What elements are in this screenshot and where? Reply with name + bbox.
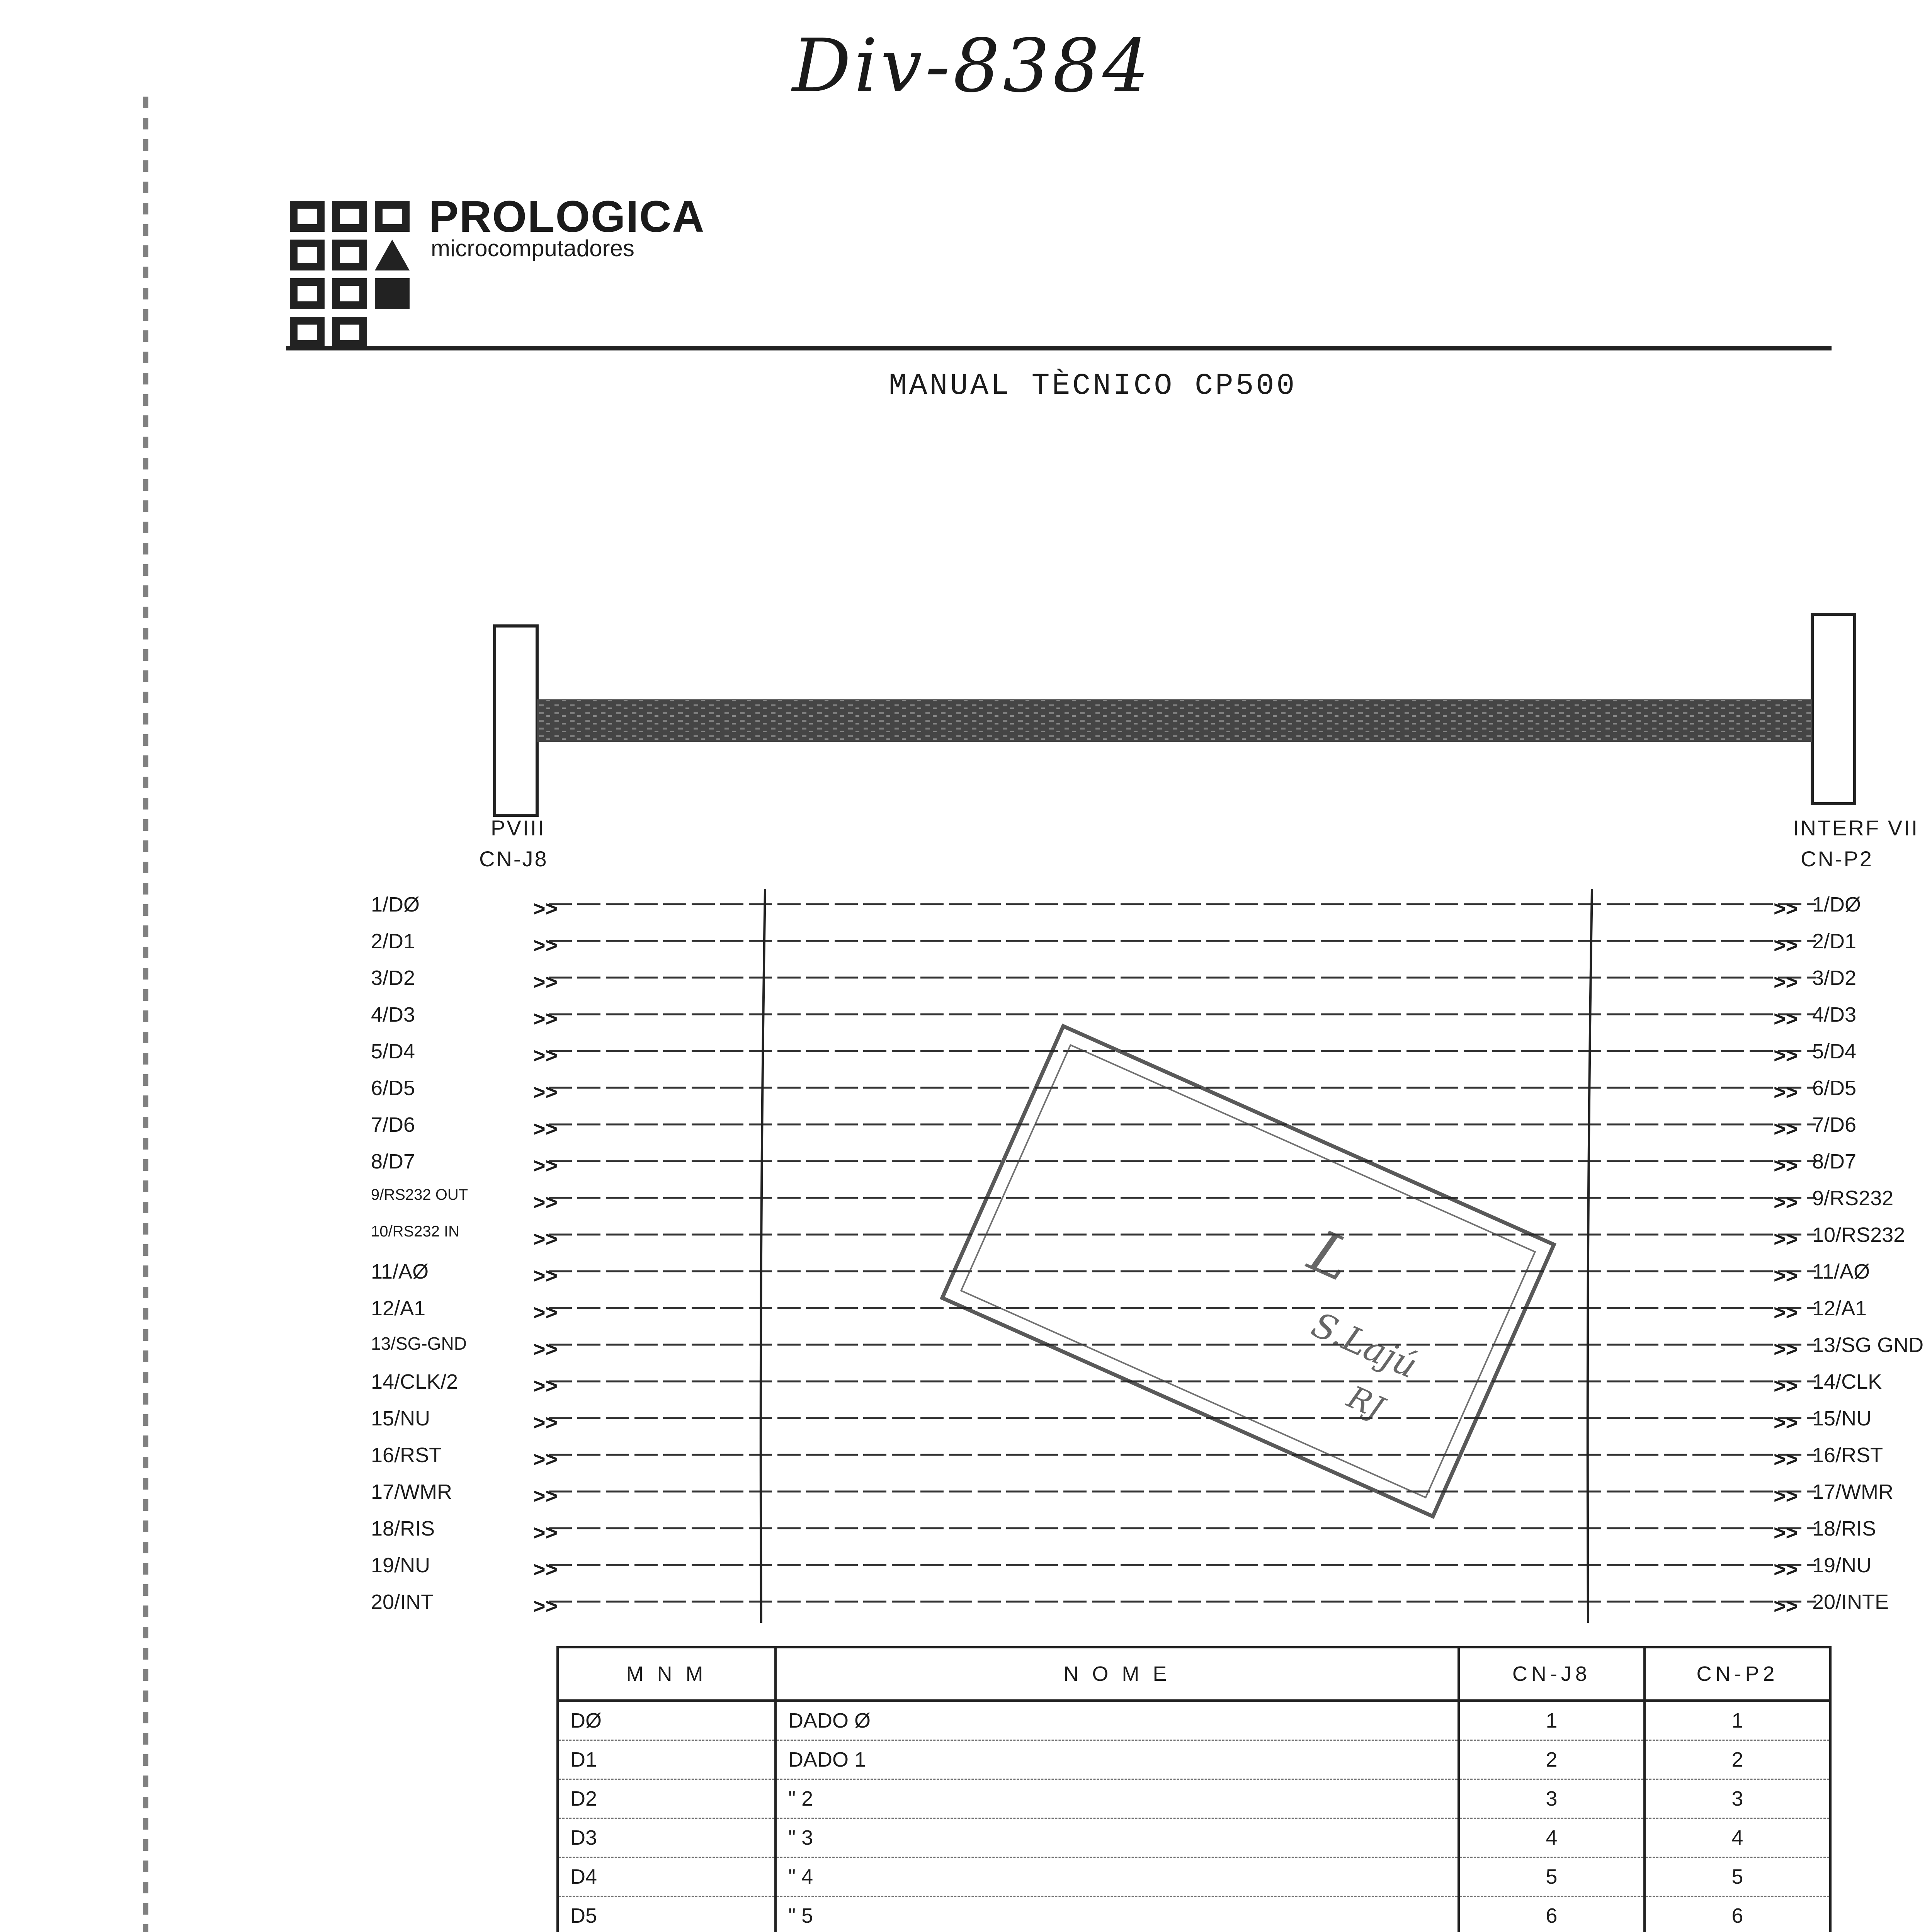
left-connector-body: [495, 626, 537, 815]
right-pin-17: 17/WMR: [1812, 1480, 1894, 1503]
cell-mnemonic: D1: [558, 1740, 776, 1779]
right-pin-4: 4/D3: [1812, 1003, 1857, 1026]
cell-name: " 5: [776, 1896, 1459, 1932]
arrow-icon: >>: [533, 1081, 558, 1104]
stamp-location: S.Lajú: [1306, 1304, 1423, 1386]
pin-assignment-table: [556, 1646, 1832, 1932]
arrow-icon: >>: [1774, 1044, 1798, 1067]
cell-name: DADO Ø: [776, 1701, 1459, 1740]
left-pin-6: 6/D5: [371, 1077, 415, 1100]
left-pin-3: 3/D2: [371, 966, 415, 990]
cell-cn-j8: 4: [1459, 1818, 1645, 1857]
cell-cn-p2: 3: [1645, 1779, 1830, 1818]
left-pin-11: 11/AØ: [371, 1260, 429, 1283]
table-row: [558, 1818, 1830, 1857]
stamp-state: RJ: [1342, 1379, 1389, 1426]
left-pin-20: 20/INT: [371, 1590, 434, 1614]
right-pin-15: 15/NU: [1812, 1407, 1872, 1430]
cell-cn-p2: 1: [1645, 1701, 1830, 1740]
brand-name: PROLOGICA: [429, 192, 705, 242]
left-pin-10: 10/RS232 IN: [371, 1223, 460, 1240]
arrow-icon: >>: [533, 1191, 558, 1214]
right-pin-6: 6/D5: [1812, 1077, 1857, 1100]
header-rule: [286, 346, 1832, 350]
right-pin-18: 18/RIS: [1812, 1517, 1876, 1540]
arrow-icon: >>: [533, 934, 558, 957]
arrow-icon: >>: [1774, 1081, 1798, 1104]
col-header-name: N O M E: [776, 1647, 1459, 1701]
right-pin-20: 20/INTE: [1812, 1590, 1889, 1614]
arrow-icon: >>: [533, 1558, 558, 1581]
cell-name: " 4: [776, 1857, 1459, 1896]
left-pin-14: 14/CLK/2: [371, 1370, 458, 1393]
right-connector-pin-header: CN-P2: [1801, 847, 1874, 871]
table-row: [558, 1740, 1830, 1779]
cell-mnemonic: DØ: [558, 1701, 776, 1740]
arrow-icon: >>: [1774, 1228, 1798, 1251]
right-pin-2: 2/D1: [1812, 930, 1857, 953]
arrow-icon: >>: [533, 971, 558, 994]
right-pin-7: 7/D6: [1812, 1113, 1857, 1136]
cell-cn-p2: 4: [1645, 1818, 1830, 1857]
manual-title: MANUAL TÈCNICO CP500: [889, 369, 1297, 403]
arrow-icon: >>: [533, 1154, 558, 1177]
cell-mnemonic: D4: [558, 1857, 776, 1896]
cell-cn-j8: 6: [1459, 1896, 1645, 1932]
arrow-icon: >>: [1774, 971, 1798, 994]
arrow-icon: >>: [1774, 1411, 1798, 1434]
arrow-icon: >>: [1774, 1264, 1798, 1287]
cell-cn-p2: 5: [1645, 1857, 1830, 1896]
right-pin-13: 13/SG GND: [1812, 1333, 1924, 1357]
table-header-row: [558, 1647, 1830, 1701]
arrow-icon: >>: [1774, 1301, 1798, 1324]
left-pin-17: 17/WMR: [371, 1480, 452, 1503]
right-pin-9: 9/RS232: [1812, 1187, 1894, 1210]
right-pin-19: 19/NU: [1812, 1554, 1872, 1577]
right-pin-8: 8/D7: [1812, 1150, 1857, 1173]
left-connector-pin-header: CN-J8: [479, 847, 548, 871]
left-pin-18: 18/RIS: [371, 1517, 435, 1540]
left-pin-9: 9/RS232 OUT: [371, 1186, 468, 1203]
left-pin-19: 19/NU: [371, 1554, 430, 1577]
cell-cn-j8: 3: [1459, 1779, 1645, 1818]
left-connector-name: PVIII: [491, 816, 546, 840]
cell-cn-j8: 2: [1459, 1740, 1645, 1779]
left-pin-7: 7/D6: [371, 1113, 415, 1136]
left-arrow-column: [533, 891, 558, 1625]
cell-cn-j8: 5: [1459, 1857, 1645, 1896]
left-pin-16: 16/RST: [371, 1444, 442, 1467]
cell-mnemonic: D2: [558, 1779, 776, 1818]
brand-subtitle: microcomputadores: [431, 235, 634, 261]
right-pin-3: 3/D2: [1812, 966, 1857, 990]
prologica-logo-icon: [290, 201, 413, 355]
right-connector-name: INTERF VII: [1793, 816, 1919, 840]
cell-cn-p2: 2: [1645, 1740, 1830, 1779]
right-pin-11: 11/AØ: [1812, 1260, 1870, 1283]
arrow-icon: >>: [533, 1595, 558, 1618]
arrow-icon: >>: [533, 1228, 558, 1251]
cell-name: DADO 1: [776, 1740, 1459, 1779]
table-row: [558, 1857, 1830, 1896]
arrow-icon: >>: [533, 1521, 558, 1544]
handwritten-top-ref: Div-8384: [792, 23, 1153, 109]
arrow-icon: >>: [1774, 1448, 1798, 1471]
arrow-icon: >>: [1774, 1558, 1798, 1581]
arrow-icon: >>: [533, 1044, 558, 1067]
table-row: [558, 1779, 1830, 1818]
cell-cn-j8: 1: [1459, 1701, 1645, 1740]
right-pin-14: 14/CLK: [1812, 1370, 1882, 1393]
arrow-icon: >>: [1774, 897, 1798, 920]
ribbon-cable-diagram: [491, 611, 1882, 827]
arrow-icon: >>: [533, 1338, 558, 1361]
col-header-cn-j8: CN-J8: [1459, 1647, 1645, 1701]
right-pin-12: 12/A1: [1812, 1297, 1867, 1320]
cell-cn-p2: 6: [1645, 1896, 1830, 1932]
left-pin-12: 12/A1: [371, 1297, 426, 1320]
arrow-icon: >>: [1774, 1485, 1798, 1508]
left-pin-4: 4/D3: [371, 1003, 415, 1026]
arrow-icon: >>: [533, 1007, 558, 1031]
col-header-cn-p2: CN-P2: [1645, 1647, 1830, 1701]
arrow-icon: >>: [1774, 1007, 1798, 1031]
right-connector-body: [1812, 614, 1855, 804]
arrow-icon: >>: [1774, 1338, 1798, 1361]
page-edge-shadow: [143, 97, 148, 1932]
arrow-icon: >>: [533, 1448, 558, 1471]
right-arrow-column: [1774, 891, 1798, 1625]
col-header-mnemonic: M N M: [558, 1647, 776, 1701]
arrow-icon: >>: [1774, 1154, 1798, 1177]
arrow-icon: >>: [533, 1264, 558, 1287]
left-pin-13: 13/SG-GND: [371, 1333, 467, 1354]
arrow-icon: >>: [1774, 1521, 1798, 1544]
cell-mnemonic: D5: [558, 1896, 776, 1932]
arrow-icon: >>: [533, 1301, 558, 1324]
arrow-icon: >>: [533, 1411, 558, 1434]
arrow-icon: >>: [1774, 1191, 1798, 1214]
table-row: [558, 1701, 1830, 1740]
arrow-icon: >>: [1774, 1374, 1798, 1398]
right-pin-10: 10/RS232: [1812, 1223, 1905, 1247]
arrow-icon: >>: [1774, 1117, 1798, 1141]
arrow-icon: >>: [533, 897, 558, 920]
arrow-icon: >>: [533, 1117, 558, 1141]
left-pin-15: 15/NU: [371, 1407, 430, 1430]
left-pin-1: 1/DØ: [371, 893, 420, 916]
left-pin-5: 5/D4: [371, 1040, 415, 1063]
right-pin-5: 5/D4: [1812, 1040, 1857, 1063]
arrow-icon: >>: [533, 1374, 558, 1398]
right-pin-1: 1/DØ: [1812, 893, 1861, 916]
arrow-icon: >>: [1774, 934, 1798, 957]
stamp-letter: L: [1299, 1218, 1362, 1295]
table-row: [558, 1896, 1830, 1932]
arrow-icon: >>: [1774, 1595, 1798, 1618]
cell-name: " 3: [776, 1818, 1459, 1857]
cell-mnemonic: D3: [558, 1818, 776, 1857]
left-pin-2: 2/D1: [371, 930, 415, 953]
arrow-icon: >>: [533, 1485, 558, 1508]
left-pin-8: 8/D7: [371, 1150, 415, 1173]
cell-name: " 2: [776, 1779, 1459, 1818]
right-pin-16: 16/RST: [1812, 1444, 1883, 1467]
